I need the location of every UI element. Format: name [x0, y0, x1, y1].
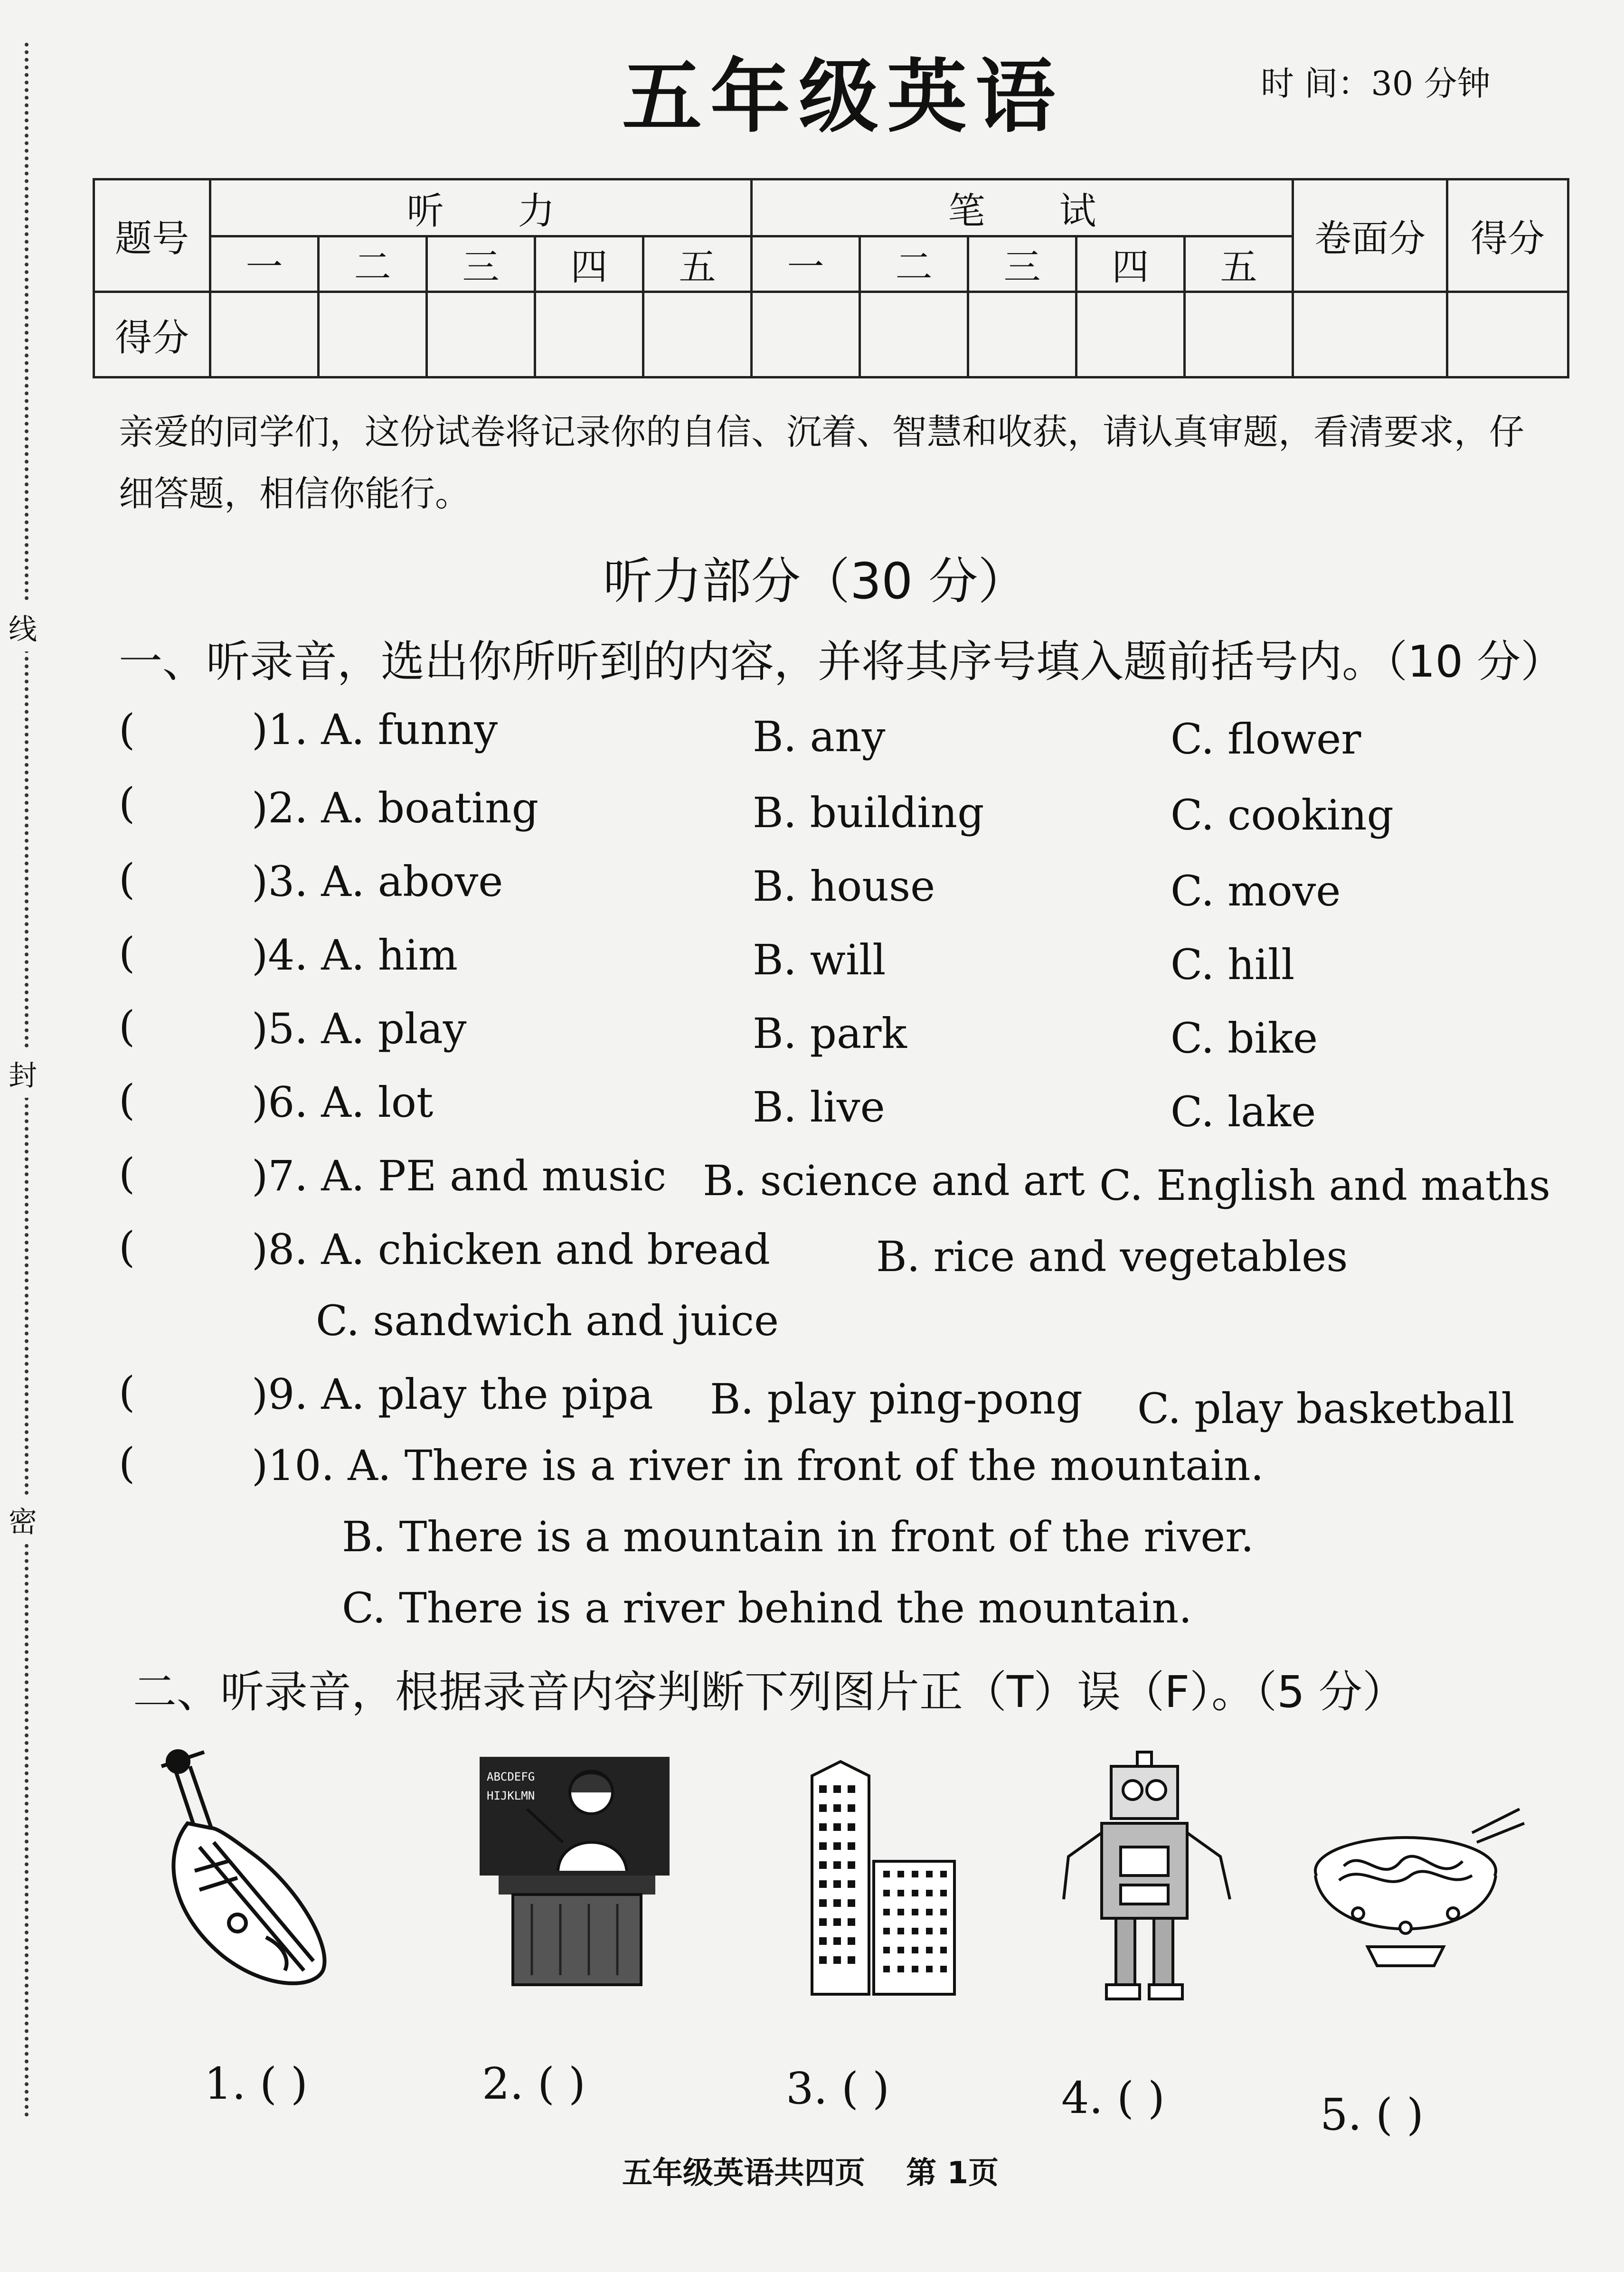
- judge-blank-5[interactable]: 5. ( ): [1320, 2089, 1424, 2140]
- part2-heading: 二、听录音，根据录音内容判断下列图片正（T）误（F）。（5 分）: [133, 1667, 1406, 1717]
- answer-paren-1[interactable]: (: [119, 705, 135, 754]
- score-row-label: 得分: [94, 292, 210, 377]
- score-cell[interactable]: [968, 292, 1076, 377]
- listening-section-title: 听力部分（30 分）: [603, 552, 1028, 610]
- q3-option-b: B. house: [753, 862, 935, 911]
- q1-option-b: B. any: [753, 712, 886, 761]
- q10-option-c: C. There is a river behind the mountain.: [342, 1584, 1192, 1632]
- board-line-1: ABCDEFG: [487, 1770, 535, 1783]
- intro-text: 亲爱的同学们，这份试卷将记录你的自信、沉着、智慧和收获，请认真审题，看清要求，仔细答题，相信你能行。: [119, 412, 1524, 514]
- neatness-header: 卷面分: [1293, 179, 1447, 292]
- q9-option-b: B. play ping-pong: [710, 1375, 1083, 1424]
- q7-option-b: B. science and art: [703, 1156, 1085, 1205]
- q1-option-a: )1. A. funny: [252, 705, 498, 754]
- score-cell[interactable]: [643, 292, 752, 377]
- answer-paren-6[interactable]: (: [119, 1075, 135, 1124]
- q6-option-b: B. live: [753, 1083, 885, 1131]
- listening-part-1: 一: [210, 236, 319, 292]
- listening-part-2: 二: [319, 236, 427, 292]
- score-cell[interactable]: [427, 292, 535, 377]
- judge-blank-3[interactable]: 3. ( ): [786, 2063, 890, 2114]
- listening-part-5: 五: [643, 236, 752, 292]
- part1-heading: 一、听录音，选出你所听到的内容，并将其序号填入题前括号内。（10 分）: [119, 636, 1565, 687]
- robot-picture: [1049, 1747, 1249, 2004]
- score-cell[interactable]: [1185, 292, 1293, 377]
- teacher-picture: [475, 1752, 674, 1989]
- q8-option-b: B. rice and vegetables: [876, 1232, 1348, 1281]
- q9-option-c: C. play basketball: [1137, 1384, 1515, 1433]
- answer-paren-5[interactable]: (: [119, 1002, 135, 1051]
- page-title: 五年级英语: [622, 50, 1064, 143]
- q2-option-a: )2. A. boating: [252, 783, 539, 832]
- q4-option-a: )4. A. him: [252, 931, 458, 980]
- q6-option-a: )6. A. lot: [252, 1078, 434, 1127]
- answer-paren-9[interactable]: (: [119, 1367, 135, 1416]
- answer-paren-4[interactable]: (: [119, 928, 135, 977]
- score-cell[interactable]: [1293, 292, 1447, 377]
- q5-option-a: )5. A. play: [252, 1004, 467, 1053]
- total-header: 得分: [1447, 179, 1568, 292]
- answer-paren-10[interactable]: (: [119, 1439, 135, 1488]
- judge-blank-4[interactable]: 4. ( ): [1061, 2073, 1165, 2123]
- score-cell[interactable]: [860, 292, 968, 377]
- q10-option-b: B. There is a mountain in front of the river.: [342, 1512, 1254, 1561]
- side-mark-xian: 线: [9, 603, 37, 651]
- score-table: [93, 178, 1569, 378]
- question-number-header: 题号: [94, 179, 210, 292]
- q10-option-a: )10. A. There is a river in front of the mountain.: [252, 1441, 1264, 1490]
- score-cell[interactable]: [1076, 292, 1185, 377]
- q8-option-a: )8. A. chicken and bread: [252, 1225, 770, 1274]
- answer-paren-8[interactable]: (: [119, 1223, 135, 1272]
- writing-part-4: 四: [1076, 236, 1185, 292]
- time-limit: 时 间：30 分钟: [1261, 64, 1491, 103]
- q7-option-c: C. English and maths: [1099, 1161, 1551, 1210]
- score-cell[interactable]: [752, 292, 860, 377]
- score-cell[interactable]: [210, 292, 319, 377]
- answer-paren-7[interactable]: (: [119, 1149, 135, 1198]
- q4-option-b: B. will: [753, 935, 886, 984]
- score-cell[interactable]: [319, 292, 427, 377]
- writing-part-5: 五: [1185, 236, 1293, 292]
- judge-blank-2[interactable]: 2. ( ): [482, 2058, 586, 2109]
- q5-option-b: B. park: [753, 1009, 907, 1058]
- side-mark-feng: 封: [9, 1049, 37, 1098]
- side-mark-mi: 密: [9, 1496, 37, 1544]
- q6-option-c: C. lake: [1171, 1087, 1316, 1136]
- q2-option-c: C. cooking: [1171, 791, 1394, 839]
- writing-part-3: 三: [968, 236, 1076, 292]
- board-line-2: HIJKLMN: [487, 1789, 535, 1802]
- buildings-picture: [803, 1747, 969, 1999]
- noodles-picture: [1306, 1804, 1529, 1985]
- q3-option-c: C. move: [1171, 867, 1341, 915]
- score-cell[interactable]: [535, 292, 643, 377]
- score-cell[interactable]: [1447, 292, 1568, 377]
- q3-option-a: )3. A. above: [252, 857, 503, 906]
- writing-part-2: 二: [860, 236, 968, 292]
- judge-blank-1[interactable]: 1. ( ): [204, 2058, 308, 2109]
- q4-option-c: C. hill: [1171, 940, 1295, 989]
- writing-header: 笔 试: [752, 179, 1293, 236]
- listening-part-4: 四: [535, 236, 643, 292]
- pipa-picture: [142, 1733, 351, 1999]
- q7-option-a: )7. A. PE and music: [252, 1151, 667, 1200]
- page-footer: 五年级英语共四页 第 1页: [622, 2156, 999, 2191]
- listening-part-3: 三: [427, 236, 535, 292]
- q8-option-c: C. sandwich and juice: [316, 1296, 779, 1345]
- writing-part-1: 一: [752, 236, 860, 292]
- listening-header: 听 力: [210, 179, 752, 236]
- answer-paren-3[interactable]: (: [119, 855, 135, 904]
- q1-option-c: C. flower: [1171, 715, 1361, 764]
- answer-paren-2[interactable]: (: [119, 779, 135, 828]
- q2-option-b: B. building: [753, 788, 984, 837]
- q5-option-c: C. bike: [1171, 1014, 1318, 1063]
- q9-option-a: )9. A. play the pipa: [252, 1370, 653, 1419]
